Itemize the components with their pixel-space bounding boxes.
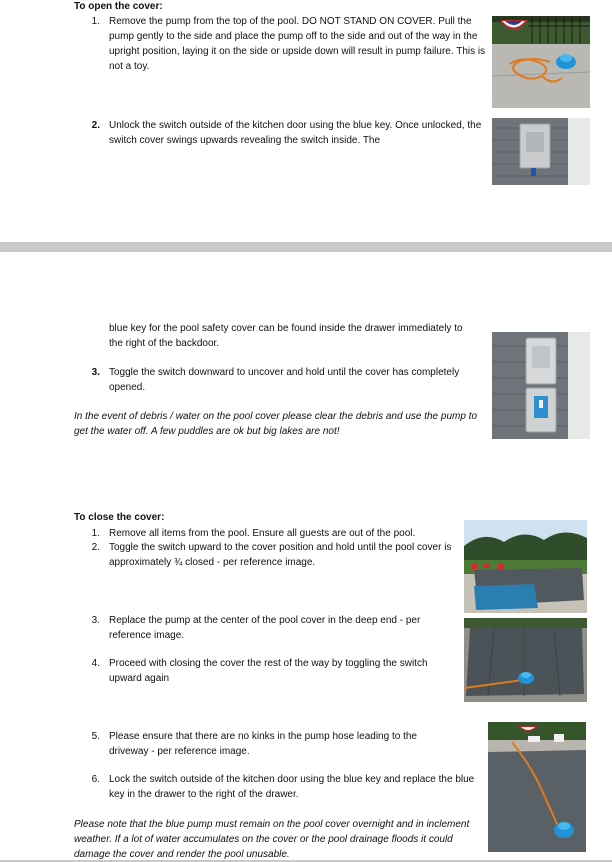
close-step-5-text: Please ensure that there are no kinks in the pump hose leading to the driveway - per reference image.	[109, 731, 417, 757]
open-step-1-text: Remove the pump from the top of the pool. DO NOT STAND ON COVER. Pull the pump gently to the side and place the pump off to the side and out of the way in the upright position, laying it on the side or upside down will result in pump failure. This is not a toy.	[109, 16, 486, 72]
list-number: 4.	[91, 658, 100, 669]
pool-cover-with-pump-image	[464, 618, 587, 702]
open-cover-heading: To open the cover:	[74, 1, 163, 12]
list-number: 6.	[91, 774, 100, 785]
close-cover-heading: To close the cover:	[74, 512, 165, 523]
switch-box-image	[492, 118, 590, 185]
document-page-2	[0, 252, 612, 860]
close-step-6-text: Lock the switch outside of the kitchen door using the blue key and replace the blue key in the drawer to the right of the drawer.	[109, 774, 475, 800]
close-step-2-text: Toggle the switch upward to the cover position and hold until the pool cover is approximately ¾ closed - per reference image.	[109, 542, 452, 568]
open-note: In the event of debris / water on the pool cover please clear the debris and use the pump to get the water off. A few puddles are ok but big lakes are not!	[74, 411, 478, 437]
list-number: 1.	[91, 16, 100, 27]
list-number: 1.	[91, 528, 100, 539]
open-step-2-continuation: blue key for the pool safety cover can be found inside the drawer immediately to the right of the backdoor.	[109, 323, 463, 349]
pool-partially-covered-image	[464, 520, 587, 613]
list-number: 3.	[91, 367, 100, 378]
pump-on-deck-image	[492, 16, 590, 108]
document-page-1	[0, 0, 612, 242]
list-number: 5.	[91, 731, 100, 742]
list-number: 2.	[91, 542, 100, 553]
close-step-4-text: Proceed with closing the cover the rest of the way by toggling the switch upward again	[109, 658, 428, 684]
pump-hose-image	[488, 722, 586, 852]
close-step-3-text: Replace the pump at the center of the pool cover in the deep end - per reference image.	[109, 615, 421, 641]
list-number: 3.	[91, 615, 100, 626]
list-number: 2.	[91, 120, 100, 131]
close-note: Please note that the blue pump must remain on the pool cover overnight and in inclement weather. If a lot of water accumulates on the cover or the pool drainage floods it could damage the cover and render the pool unusable.	[74, 819, 470, 860]
open-step-3-text: Toggle the switch downward to uncover and hold until the cover has completely opened.	[109, 367, 460, 393]
open-step-2-text: Unlock the switch outside of the kitchen door using the blue key. Once unlocked, the switch cover swings upwards revealing the switch inside. The	[109, 120, 482, 146]
close-step-1-text: Remove all items from the pool. Ensure all guests are out of the pool.	[109, 528, 416, 539]
open-switch-box-image	[492, 332, 590, 439]
